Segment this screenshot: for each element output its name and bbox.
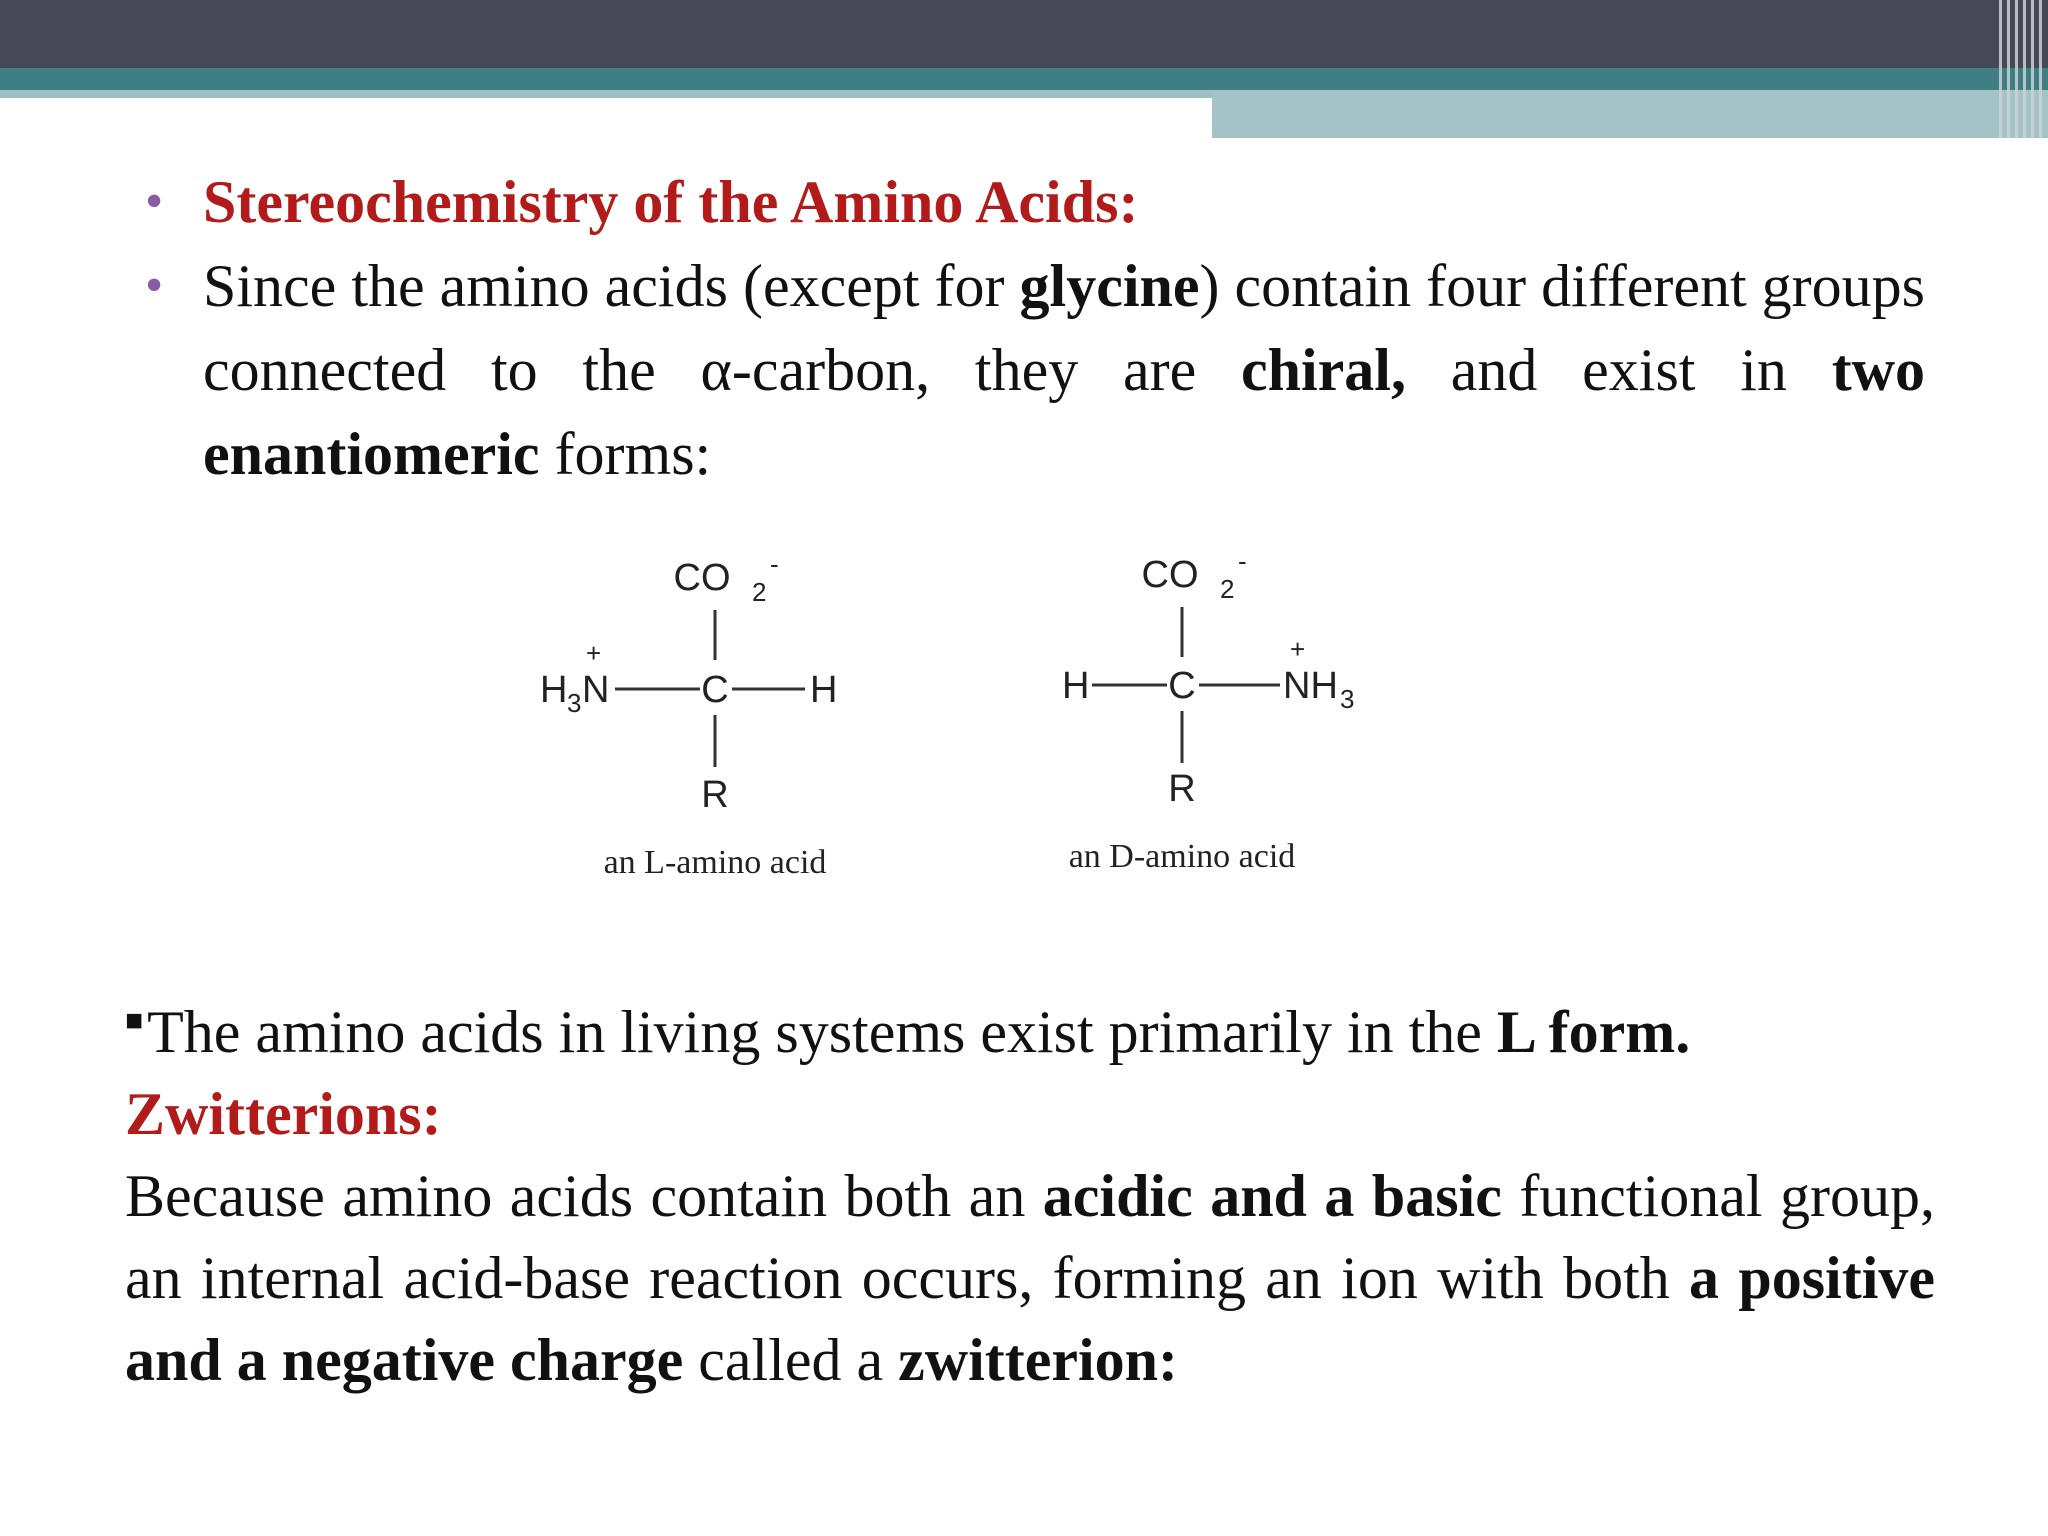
text-run: ) contain four different groups connected to the α-carbon, they are [203,253,1925,403]
accent-band [0,68,2048,90]
bullet-list [145,160,1925,496]
text-bold: acidic and a basic [1042,1163,1502,1229]
l-carbon-label: C [701,669,729,711]
d-co2-label: CO [1141,554,1199,596]
text-run: The amino acids in living systems exist primarily in the [147,999,1497,1065]
l-plus-charge: + [586,638,602,668]
text-run: Because amino acids contain both an [125,1163,1043,1229]
accent-block [1212,90,2048,138]
d-co2-subscript: 2 [1220,574,1235,604]
bullet-dot-icon: • [145,257,164,314]
structures-svg [520,545,1420,905]
bullet-paragraph [145,244,1925,496]
l-caption: an L-amino acid [603,844,827,881]
zwitterion-paragraph [125,1155,1935,1401]
l-form-line [125,980,1935,1073]
enantiomer-figure [520,545,1420,905]
d-amino-acid-structure [1062,546,1354,875]
l-h3n-subscript: 3 [567,688,582,718]
l-h3n-label: H [540,669,568,711]
lower-text [125,980,1935,1401]
bullet-dot-icon: • [145,173,164,230]
title-bar [0,0,2048,68]
zwitterions-heading: Zwitterions: [125,1081,442,1147]
text-run: forms: [539,421,712,487]
d-nh-label: NH [1283,665,1338,707]
d-nh-subscript: 3 [1340,684,1355,714]
l-nitrogen-label: N [582,669,610,711]
text-run: and exist in [1405,337,1832,403]
d-hydrogen-label: H [1062,665,1090,707]
text-bold: a positive and a negative charge [125,1245,1936,1393]
l-co2-label: CO [673,557,731,599]
l-amino-acid-structure [540,549,837,881]
section-heading: Stereochemistry of the Amino Acids: [203,169,1139,235]
d-caption: an D-amino acid [1068,838,1296,875]
decorative-stripes [1976,0,2048,138]
d-carbon-label: C [1168,665,1196,707]
l-co2-charge: - [770,549,779,579]
l-hydrogen-label: H [810,669,838,711]
text-bold: glycine [1019,253,1200,319]
d-r-group-label: R [1168,768,1196,810]
text-bold: chiral, [1241,337,1406,403]
text-bold: two enantiomeric [203,337,1925,487]
text-run: functional group, an internal acid-base reaction occurs, forming an ion with both [125,1163,1935,1311]
l-co2-subscript: 2 [752,577,767,607]
square-bullet-icon: ■ [125,1004,144,1037]
bullet-heading [145,160,1925,244]
text-run: Since the amino acids (except for [203,253,1020,319]
text-bold: zwitterion: [898,1327,1179,1393]
l-r-group-label: R [701,774,729,816]
text-run: called a [683,1327,899,1393]
accent-strip [0,90,1212,98]
text-bold: L form. [1496,999,1691,1065]
d-plus-charge: + [1290,634,1306,664]
d-co2-charge: - [1238,546,1247,576]
